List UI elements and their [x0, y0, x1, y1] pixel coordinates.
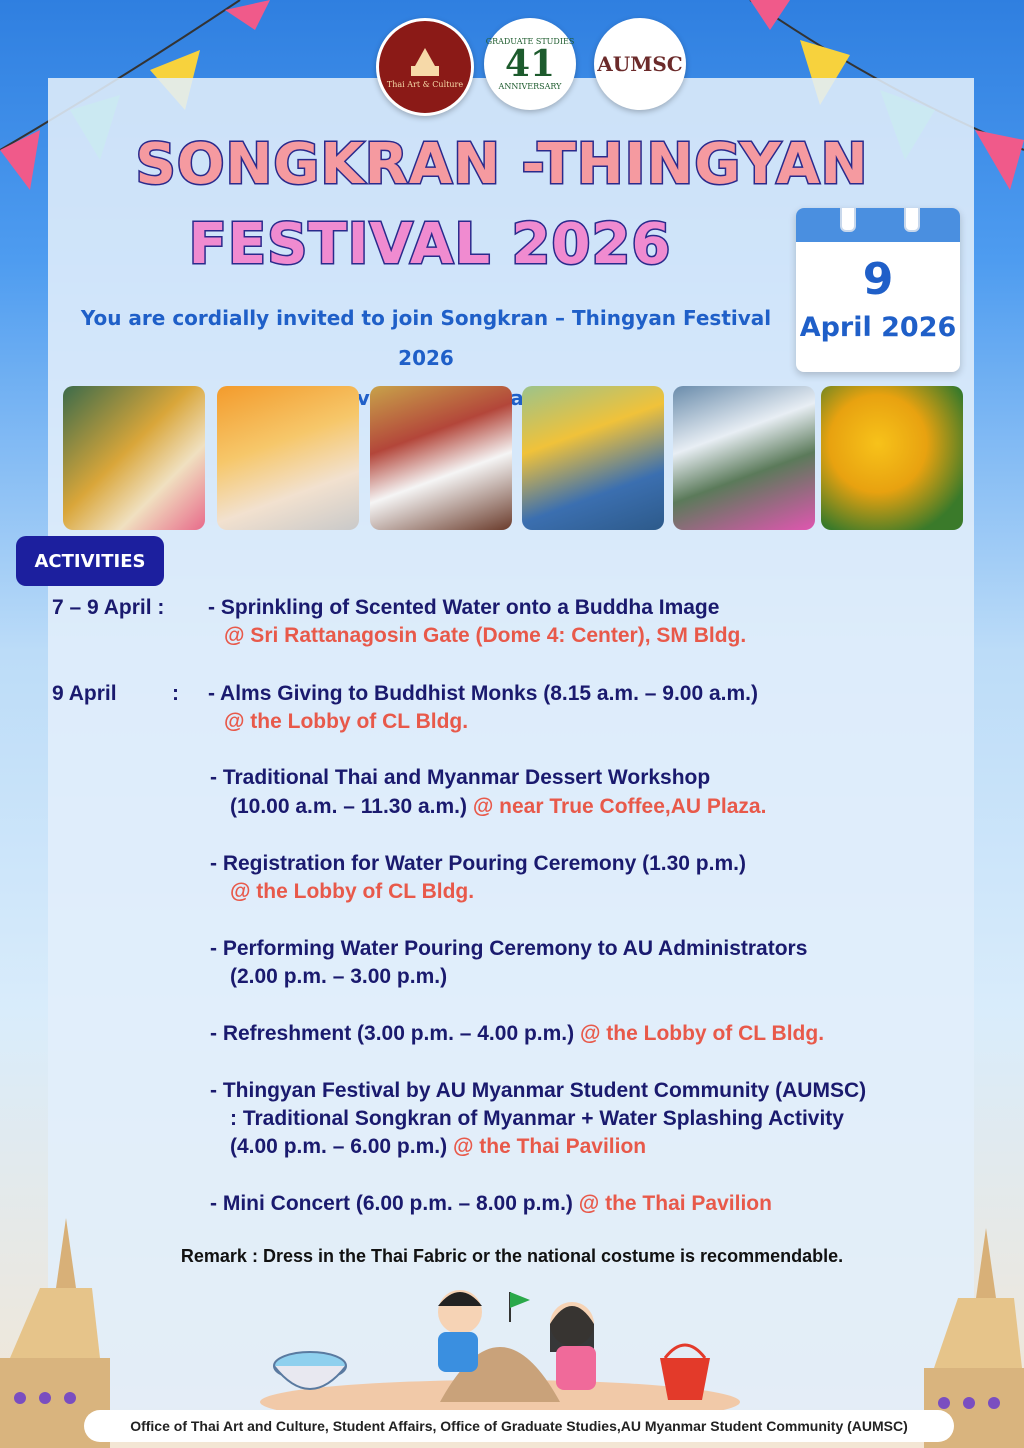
activity-time-location	[230, 1135, 646, 1159]
activity-location: @ the Thai Pavilion	[452, 1135, 647, 1158]
activity-time: (2.00 p.m. – 3.00 p.m.)	[230, 965, 448, 988]
thai-art-culture-logo	[376, 18, 474, 116]
activity-title: - Sprinkling of Scented Water onto a Buddha Image	[208, 596, 720, 619]
activity-time-location	[230, 795, 766, 819]
activity-location: @ near True Coffee,AU Plaza.	[472, 795, 767, 818]
kids-sand-pagoda-illustration	[260, 1262, 740, 1412]
photo-strip	[63, 386, 963, 530]
activity-title: - Alms Giving to Buddhist Monks (8.15 a.m. – 9.00 a.m.)	[208, 682, 759, 705]
calendar-day: 9	[862, 254, 894, 305]
alms-giving-photo	[217, 386, 359, 530]
logo2-top-label: GRADUATE STUDIES	[485, 37, 575, 46]
activities-badge: ACTIVITIES	[16, 536, 164, 586]
temple-icon	[405, 46, 445, 80]
aumsc-logo	[594, 18, 686, 110]
activity-location: @ Sri Rattanagosin Gate (Dome 4: Center), SM Bldg.	[224, 624, 747, 647]
activity-location: @ the Thai Pavilion	[578, 1192, 772, 1215]
activity-title: - Refreshment (3.00 p.m. – 4.00 p.m.)	[210, 1022, 575, 1045]
activity-title-location	[210, 1192, 772, 1216]
water-pouring-photo	[370, 386, 512, 530]
logo3-label: AUMSC	[597, 52, 683, 76]
activity-location: @ the Lobby of CL Bldg.	[579, 1022, 825, 1045]
activity-subtitle: : Traditional Songkran of Myanmar + Water Splashing Activity	[230, 1107, 844, 1130]
schedule-date: 7 – 9 April :	[52, 596, 165, 619]
activity-title: - Traditional Thai and Myanmar Dessert Workshop	[210, 766, 711, 789]
activity-title: - Performing Water Pouring Ceremony to AU Administrators	[210, 937, 808, 960]
dancers-photo	[522, 386, 664, 530]
activity-location: @ the Lobby of CL Bldg.	[224, 710, 469, 733]
logo2-number: 41	[504, 43, 556, 85]
calendar-month-year: April 2026	[799, 312, 957, 343]
festival-title-line1: SONGKRAN -THINGYAN	[135, 132, 869, 197]
activity-title: - Thingyan Festival by AU Myanmar Student Community (AUMSC)	[210, 1079, 867, 1102]
organizers-footer: Office of Thai Art and Culture, Student Affairs, Office of Graduate Studies,AU Myanmar Student Community (AUMSC)	[84, 1410, 954, 1442]
calendar-ring-icon	[904, 208, 920, 232]
calendar-header	[796, 208, 960, 242]
graduate-studies-logo	[484, 18, 576, 110]
festival-title-line2: FESTIVAL 2026	[188, 212, 672, 277]
activity-title: - Mini Concert (6.00 p.m. – 8.00 p.m.)	[210, 1192, 573, 1215]
logo1-label: Thai Art & Culture	[386, 79, 464, 89]
invitation-line1: You are cordially invited to join Songkran – Thingyan Festival 2026	[80, 306, 772, 370]
yellow-flowers-photo	[821, 386, 963, 530]
buddha-image-photo	[63, 386, 205, 530]
logo2-bottom-label: ANNIVERSARY	[498, 82, 562, 91]
activity-time: (4.00 p.m. – 6.00 p.m.)	[230, 1135, 448, 1158]
water-splash-photo	[673, 386, 815, 530]
logo-row	[0, 18, 1024, 114]
activity-title-location	[210, 1022, 824, 1046]
calendar-date-card	[796, 208, 960, 372]
remark-text: Remark : Dress in the Thai Fabric or the national costume is recommendable.	[180, 1246, 844, 1266]
schedule-colon: :	[172, 682, 179, 705]
calendar-ring-icon	[840, 208, 856, 232]
activity-time: (10.00 a.m. – 11.30 a.m.)	[230, 795, 467, 818]
activity-location: @ the Lobby of CL Bldg.	[230, 880, 475, 903]
schedule-date: 9 April	[52, 682, 117, 705]
activity-title: - Registration for Water Pouring Ceremony (1.30 p.m.)	[210, 852, 746, 875]
